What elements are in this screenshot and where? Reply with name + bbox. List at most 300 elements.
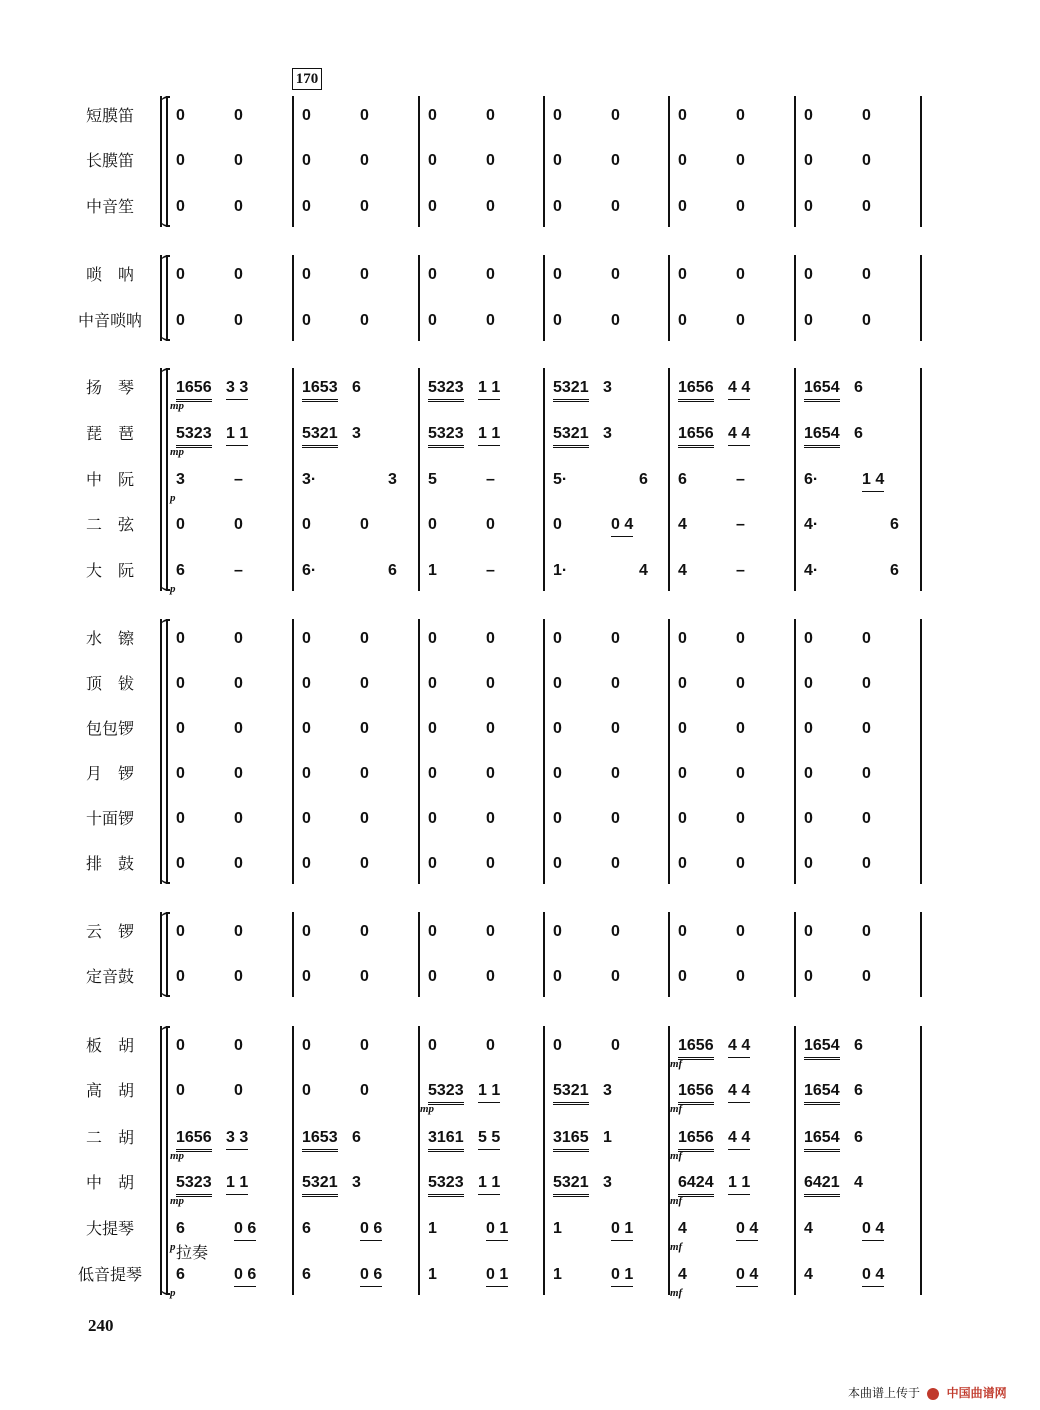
note-cell: 0 [804,720,813,737]
note-cell: 1654 [804,424,840,448]
note-cell: 0 [736,968,745,985]
instrument-label: 云 锣 [85,922,134,941]
note-cell: 4 4 [728,378,750,400]
note-cell: 0 [804,855,813,872]
note-cell: 6 [854,425,863,442]
note-cell: 5321 [553,424,589,448]
note-cell: 0 [234,923,243,940]
note-cell: 0 6 [360,1265,382,1287]
dynamic-mark: p [170,1241,176,1253]
note-cell: 0 6 [360,1219,382,1241]
note-cell: 0 4 [862,1265,884,1287]
note-cell: 1 [553,1266,562,1283]
note-cell: 0 [611,630,620,647]
note-cell: 0 [234,198,243,215]
note-cell: 5 5 [478,1128,500,1150]
note-cell: 0 [736,107,745,124]
instrument-label: 琵 琶 [85,424,134,443]
note-cell: 0 [553,198,562,215]
note-cell: 0 [553,675,562,692]
note-cell: 0 [428,198,437,215]
dynamic-mark: mp [170,1150,185,1162]
note-cell: 0 [862,198,871,215]
note-cell: 0 [176,720,185,737]
note-cell: 1· [553,562,568,579]
note-cell: 0 [234,1082,243,1099]
note-cell: 0 [804,266,813,283]
system-start-line [166,1026,168,1295]
note-cell: 1 4 [862,470,884,492]
note-cell: 5323 [428,424,464,448]
bar-line [543,96,545,227]
note-cell: 0 [804,968,813,985]
note-cell: 0 [428,810,437,827]
note-cell: 0 [360,152,369,169]
note-cell: 3165 [553,1128,589,1152]
bar-line [418,255,420,341]
note-cell: 0 [611,152,620,169]
note-cell: 3 [603,425,612,442]
bar-line [418,1026,420,1295]
note-cell: 0 [862,810,871,827]
note-cell: 6 [176,562,185,579]
dynamic-mark: p [170,1287,176,1299]
note-cell: 0 [611,765,620,782]
note-cell: 5321 [553,1173,589,1197]
note-cell: 0 6 [234,1265,256,1287]
note-cell: 0 [736,630,745,647]
note-cell: 0 [176,198,185,215]
note-cell: 4 4 [728,424,750,446]
note-cell: 0 [804,152,813,169]
bar-line [292,368,294,591]
system-start-line [166,96,168,227]
note-cell: 0 [360,923,369,940]
note-cell: 1654 [804,1128,840,1152]
note-cell: 6 [854,379,863,396]
note-cell: 5323 [428,1173,464,1197]
note-cell: 0 [428,675,437,692]
note-cell: 0 [736,923,745,940]
note-cell: 0 [360,675,369,692]
note-cell: 0 [486,630,495,647]
bar-line [668,912,670,997]
bar-line [668,96,670,227]
rehearsal-mark: 170 [292,68,322,90]
note-cell: 0 [678,675,687,692]
note-cell: 3 [352,425,361,442]
articulation-text: 拉奏 [176,1243,209,1262]
note-cell: 0 [176,675,185,692]
note-cell: 0 [302,1037,311,1054]
note-cell: 0 [234,107,243,124]
note-cell: 0 [486,152,495,169]
note-cell: 0 [302,152,311,169]
note-cell: 0 [176,765,185,782]
note-cell: 0 [302,198,311,215]
note-cell: 0 [678,855,687,872]
footer-site-name: 中国曲谱网 [946,1386,1007,1400]
note-cell: 0 [486,923,495,940]
note-cell: 0 [553,152,562,169]
note-cell: 0 [553,855,562,872]
note-cell: 3 3 [226,378,248,400]
dynamic-mark: p [170,583,176,595]
note-cell: 0 [486,810,495,827]
note-cell: 0 [486,312,495,329]
note-cell: 4 [678,562,687,579]
note-cell: 0 [804,107,813,124]
note-cell: 0 [553,630,562,647]
bar-line [418,96,420,227]
note-cell: 0 [862,630,871,647]
bar-line [668,255,670,341]
note-cell: 0 [176,1037,185,1054]
note-cell: 0 [234,1037,243,1054]
bar-line [543,619,545,884]
bar-line [543,368,545,591]
note-cell: 1656 [176,1128,212,1152]
note-cell: 4 4 [728,1036,750,1058]
note-cell: 3 [603,379,612,396]
note-cell: 0 [553,107,562,124]
bar-line [794,912,796,997]
note-cell: 0 [428,968,437,985]
note-cell: 0 [804,312,813,329]
note-cell: 0 [804,198,813,215]
note-cell: 0 [486,675,495,692]
note-cell: 6 [302,1220,311,1237]
note-cell: 1656 [176,378,212,402]
note-cell: 6· [302,562,317,579]
note-cell: 0 [176,266,185,283]
note-cell: 0 [862,923,871,940]
note-cell: 0 [176,968,185,985]
bar-line [543,255,545,341]
note-cell: 0 [234,765,243,782]
note-cell: 4 [804,1266,813,1283]
note-cell: 0 [360,266,369,283]
note-cell: 0 [302,810,311,827]
note-cell: 0 [678,266,687,283]
note-cell: 0 [428,923,437,940]
note-cell: 0 [736,855,745,872]
note-cell: 0 [486,266,495,283]
note-cell: 0 [428,107,437,124]
note-cell: 0 [234,312,243,329]
note-cell: 1 1 [728,1173,750,1195]
note-cell: 0 [678,152,687,169]
note-cell: 0 [360,630,369,647]
note-cell: 0 4 [736,1265,758,1287]
note-cell: 0 [360,312,369,329]
note-cell: 0 1 [611,1265,633,1287]
dynamic-mark: mp [420,1103,435,1115]
note-cell: 0 [611,968,620,985]
note-cell: 0 [862,152,871,169]
bar-line [292,912,294,997]
note-cell: 4· [804,516,819,533]
note-cell: 1 1 [478,424,500,446]
note-cell: 0 [553,765,562,782]
note-cell: 0 [428,765,437,782]
note-cell: 0 [428,630,437,647]
note-cell: 0 [428,312,437,329]
note-cell: 0 [862,968,871,985]
instrument-label: 包包锣 [85,719,134,738]
instrument-label: 高 胡 [85,1081,134,1100]
note-cell: 5321 [553,378,589,402]
note-cell: 0 [234,630,243,647]
system-start-line [166,619,168,884]
note-cell: 1 [428,1266,437,1283]
note-cell: – [486,471,495,488]
note-cell: 0 [553,1037,562,1054]
note-cell: 0 [736,675,745,692]
note-cell: 0 [234,968,243,985]
note-cell: 0 [360,107,369,124]
instrument-label: 二 胡 [85,1128,134,1147]
note-cell: 5323 [428,1081,464,1105]
note-cell: 0 [302,765,311,782]
note-cell: 3161 [428,1128,464,1152]
note-cell: 4 [678,1266,687,1283]
instrument-label: 排 鼓 [85,854,134,873]
note-cell: 0 [428,152,437,169]
note-cell: 0 [176,923,185,940]
bar-line [292,255,294,341]
note-cell: 0 [553,923,562,940]
note-cell: 0 [862,720,871,737]
instrument-label: 二 弦 [85,515,134,534]
note-cell: 0 [611,923,620,940]
note-cell: 4 4 [728,1081,750,1103]
note-cell: – [234,471,243,488]
bar-line [794,368,796,591]
bar-line [292,1026,294,1295]
note-cell: 1 [553,1220,562,1237]
instrument-label: 低音提琴 [77,1265,142,1284]
note-cell: 0 [678,968,687,985]
instrument-label: 月 锣 [85,764,134,783]
note-cell: 3· [302,471,317,488]
note-cell: 5321 [302,424,338,448]
instrument-label: 扬 琴 [85,378,134,397]
bar-line [292,96,294,227]
note-cell: 6 [176,1266,185,1283]
note-cell: 6 [890,516,899,533]
note-cell: 0 [486,198,495,215]
note-cell: 0 [553,720,562,737]
note-cell: 1656 [678,1128,714,1152]
note-cell: 0 [360,855,369,872]
note-cell: 0 [360,1037,369,1054]
dynamic-mark: mf [670,1241,683,1253]
note-cell: 0 [611,312,620,329]
note-cell: 0 [234,152,243,169]
note-cell: 0 [234,675,243,692]
note-cell: 0 [360,1082,369,1099]
note-cell: 0 [862,675,871,692]
note-cell: 0 [302,312,311,329]
note-cell: – [736,562,745,579]
note-cell: 0 [862,855,871,872]
note-cell: 5321 [553,1081,589,1105]
note-cell: 1654 [804,378,840,402]
note-cell: 0 [486,720,495,737]
note-cell: 0 [302,720,311,737]
footer [848,1384,1007,1401]
note-cell: 0 [736,152,745,169]
note-cell: 5323 [176,1173,212,1197]
note-cell: 0 [360,765,369,782]
note-cell: 6 [176,1220,185,1237]
instrument-label: 定音鼓 [85,967,134,986]
note-cell: 5323 [428,378,464,402]
note-cell: 0 [360,720,369,737]
note-cell: 0 [678,198,687,215]
note-cell: 0 [302,675,311,692]
bar-line [418,619,420,884]
bar-line [418,912,420,997]
note-cell: – [736,471,745,488]
note-cell: 4 [678,516,687,533]
note-cell: 4 4 [728,1128,750,1150]
note-cell: 3 [388,471,397,488]
note-cell: 1653 [302,378,338,402]
note-cell: 0 [553,266,562,283]
bar-line [794,255,796,341]
note-cell: 3 [603,1174,612,1191]
note-cell: 5321 [302,1173,338,1197]
note-cell: 1 1 [478,1173,500,1195]
instrument-label: 中音笙 [85,197,134,216]
bar-line [794,96,796,227]
bar-line [543,1026,545,1295]
note-cell: 0 [862,312,871,329]
note-cell: 0 [486,516,495,533]
note-cell: 1654 [804,1036,840,1060]
instrument-label: 中音唢呐 [77,311,142,330]
instrument-label: 中 胡 [85,1173,134,1192]
note-cell: 0 [678,720,687,737]
note-cell: 0 [234,266,243,283]
note-cell: 0 [302,630,311,647]
note-cell: 4 [639,562,648,579]
note-cell: 0 [302,1082,311,1099]
note-cell: 1656 [678,1081,714,1105]
note-cell: 6 [854,1082,863,1099]
note-cell: 1656 [678,424,714,448]
note-cell: 0 [176,152,185,169]
note-cell: 0 [678,312,687,329]
note-cell: 0 [360,810,369,827]
note-cell: 0 [176,312,185,329]
note-cell: 1656 [678,378,714,402]
bar-line [668,368,670,591]
bar-line [920,255,922,341]
instrument-label: 短膜笛 [85,106,134,125]
note-cell: 0 [804,675,813,692]
note-cell: 0 [736,198,745,215]
note-cell: 0 [678,630,687,647]
note-cell: 0 [862,765,871,782]
note-cell: 0 [234,720,243,737]
note-cell: 0 [234,855,243,872]
note-cell: 1 1 [226,424,248,446]
note-cell: 0 [804,810,813,827]
note-cell: 0 [302,855,311,872]
note-cell: 6 [302,1266,311,1283]
note-cell: 4 [678,1220,687,1237]
dynamic-mark: mf [670,1287,683,1299]
note-cell: 0 [360,968,369,985]
dynamic-mark: mf [670,1150,683,1162]
note-cell: 0 [678,765,687,782]
note-cell: 0 4 [611,515,633,537]
note-cell: 1 [603,1129,612,1146]
note-cell: 3 3 [226,1128,248,1150]
note-cell: 0 [486,855,495,872]
bar-line [668,619,670,884]
system-start-line [166,255,168,341]
note-cell: 0 [736,312,745,329]
note-cell: 1 1 [226,1173,248,1195]
note-cell: 0 1 [486,1219,508,1241]
note-cell: 0 [360,516,369,533]
note-cell: 0 [302,968,311,985]
note-cell: 5323 [176,424,212,448]
bar-line [920,912,922,997]
note-cell: 0 [678,107,687,124]
instrument-label: 中 阮 [85,470,134,489]
note-cell: 0 [678,810,687,827]
instrument-label: 板 胡 [85,1036,134,1055]
note-cell: 1 1 [478,1081,500,1103]
note-cell: 0 [553,968,562,985]
note-cell: 0 [302,266,311,283]
note-cell: 6 [352,379,361,396]
note-cell: 0 [553,516,562,533]
note-cell: 0 [176,810,185,827]
footer-upload-text: 本曲谱上传于 [848,1386,921,1400]
dynamic-mark: mp [170,446,185,458]
note-cell: 0 4 [736,1219,758,1241]
note-cell: 0 [862,107,871,124]
note-cell: 6· [804,471,819,488]
note-cell: 0 [428,720,437,737]
instrument-label: 水 镲 [85,629,134,648]
note-cell: 0 [611,107,620,124]
note-cell: – [234,562,243,579]
dynamic-mark: mp [170,1195,185,1207]
note-cell: – [486,562,495,579]
note-cell: 0 [611,198,620,215]
note-cell: 0 [176,516,185,533]
note-cell: 0 6 [234,1219,256,1241]
note-cell: 0 [428,516,437,533]
bar-line [920,1026,922,1295]
note-cell: 0 [553,810,562,827]
dynamic-mark: mp [170,400,185,412]
instrument-label: 大 阮 [85,561,134,580]
note-cell: 0 [736,810,745,827]
bar-line [920,368,922,591]
note-cell: 6 [854,1129,863,1146]
note-cell: 0 [234,810,243,827]
note-cell: 1 1 [478,378,500,400]
bar-line [794,619,796,884]
